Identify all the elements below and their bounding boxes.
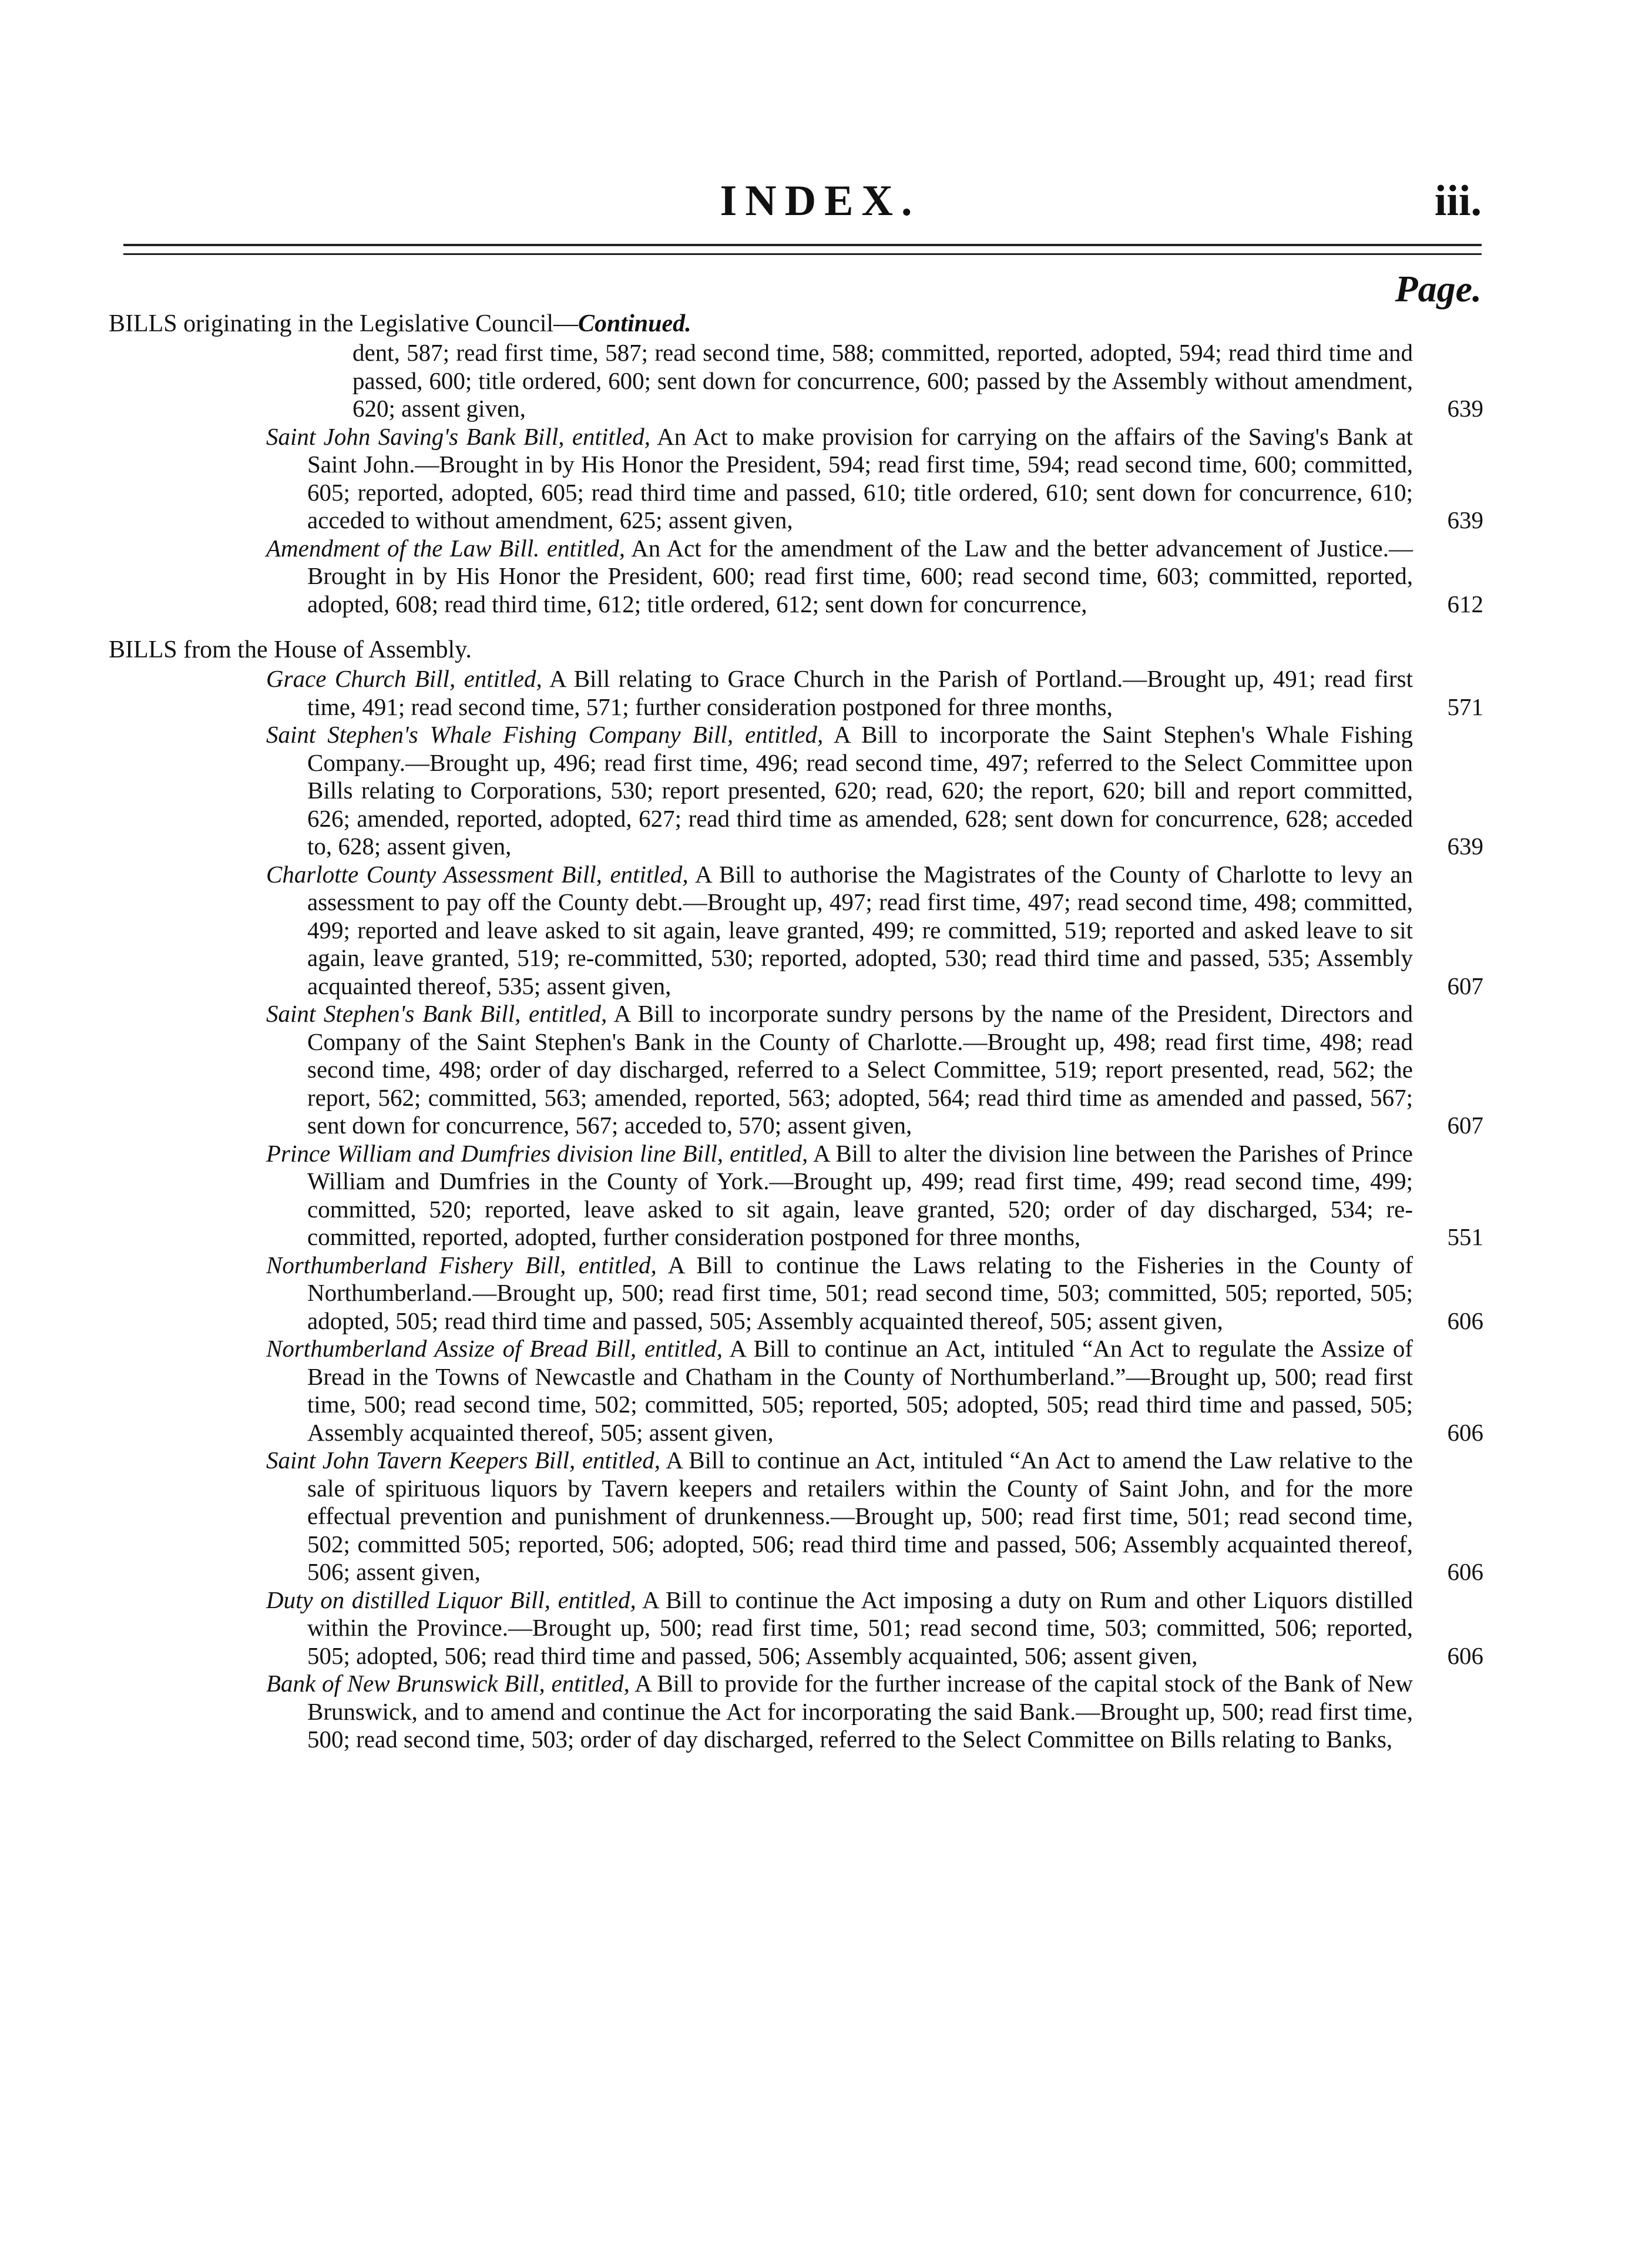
entry-page-ref: 551 xyxy=(1447,1223,1483,1250)
entry-title: Northumberland Fishery Bill, entitled, xyxy=(266,1251,657,1278)
page-header xyxy=(159,176,1482,241)
entry-title: Charlotte County Assessment Bill, entitled, xyxy=(266,860,689,888)
index-entry-continuation xyxy=(352,339,1483,423)
entry-text: A Bill to alter the division line between the Parishes of Prince William and Dumfries in the County of York.—Brought up, 499; read first time, 499; read second time, 499; committed, 520; reported, leave asked to sit again, leave granted, 520; order of day discharged, 534; re-committed, reported, adopted, further consideration postponed for three months, xyxy=(307,1139,1413,1250)
entry-text: A Bill to continue an Act, intituled “An Act to regulate the Assize of Bread in the Towns of Newcastle and Chatham in the County of Northumberland.”—Brought up, 500; read first time, 500; read second time, 502; committed, 505; reported, 505; adopted, 505; read third time and passed, 505; Assembly acquainted thereof, 505; assent given, xyxy=(307,1335,1413,1446)
entry-title: Prince William and Dumfries division line Bill, entitled, xyxy=(266,1139,808,1167)
index-entry xyxy=(266,1586,1483,1670)
entry-page-ref: 606 xyxy=(1447,1307,1483,1334)
entry-text: A Bill to continue an Act, intituled “An Act to amend the Law relative to the sale of spirituous liquors by Tavern keepers and retailers within the County of Saint John, and for the more effectual prevention and punishment of drunkenness.—Brought up, 500; read first time, 501; read second time, 502; committed 505; reported, 506; adopted, 506; read third time and passed, 506; Assembly acquainted thereof, 506; assent given, xyxy=(307,1447,1413,1585)
section-heading xyxy=(109,308,1483,339)
index-entry xyxy=(266,1335,1483,1447)
entry-title: Bank of New Brunswick Bill, entitled, xyxy=(266,1670,630,1697)
entry-title: Saint John Tavern Keepers Bill, entitled, xyxy=(266,1447,661,1474)
entry-page-ref: 607 xyxy=(1447,1112,1483,1139)
entry-page-ref: 612 xyxy=(1447,590,1483,618)
index-entry xyxy=(266,1447,1483,1586)
entry-title: Duty on distilled Liquor Bill, entitled, xyxy=(266,1586,636,1613)
header-rule xyxy=(123,244,1482,246)
entry-text: A Bill to incorporate sundry persons by the name of the President, Directors and Company of the Saint Stephen's Bank in the County of Charlotte.—Brought up, 498; read first time, 498; read second time, 498; order of day discharged, referred to a Select Committee, 519; report presented, read, 562; the report, 562; committed, 563; amended, reported, 563; adopted, 564; read third time as amended and passed, 567; sent down for concurrence, 567; acceded to, 570; assent given, xyxy=(307,1000,1413,1139)
entry-text: A Bill to continue the Act imposing a duty on Rum and other Liquors distilled within the Province.—Brought up, 500; read first time, 501; read second time, 503; committed, 506; reported, 505; adopted, 506; read third time and passed, 506; Assembly acquainted, 506; assent given, xyxy=(307,1586,1413,1669)
index-entry xyxy=(266,1251,1483,1335)
entry-page-ref: 606 xyxy=(1447,1418,1483,1446)
index-entry xyxy=(266,534,1483,619)
section-heading-text: BILLS originating in the Legislative Council— xyxy=(109,310,579,337)
entry-page-ref: 639 xyxy=(1447,506,1483,533)
entry-page-ref: 606 xyxy=(1447,1642,1483,1669)
entry-text: dent, 587; read first time, 587; read second time, 588; committed, reported, adopted, 594; read third time and passed, 600; title ordered, 600; sent down for concurrence, 600; passed by the Assembly without amendment, 620; assent given, xyxy=(352,339,1413,422)
index-entry xyxy=(266,1139,1483,1251)
index-entry xyxy=(266,665,1483,721)
section-heading-text: BILLS from the House of Assembly. xyxy=(109,636,472,663)
entry-page-ref: 571 xyxy=(1447,693,1483,720)
entry-text: A Bill to incorporate the Saint Stephen's Whale Fishing Company.—Brought up, 496; read first time, 496; read second time, 497; referred to the Select Committee upon Bills relating to Corporations, 530; report presented, 620; read, 620; the report, 620; bill and report committed, 626; amended, reported, adopted, 627; read third time as amended, 628; sent down for concurrence, 628; acceded to, 628; assent given, xyxy=(307,721,1413,860)
entry-text: A Bill to provide for the further increase of the capital stock of the Bank of New Brunswick, and to amend and continue the Act for incorporating the said Bank.—Brought up, 500; read first time, 500; read second time, 503; order of day discharged, referred to the Select Committee on Bills relating to Banks, xyxy=(307,1670,1413,1753)
entry-page-ref: 639 xyxy=(1447,833,1483,860)
entry-text: A Bill relating to Grace Church in the Parish of Portland.—Brought up, 491; read first time, 491; read second time, 571; further consideration postponed for three months, xyxy=(307,665,1413,720)
header-rule-secondary xyxy=(123,253,1482,255)
entry-text: An Act for the amendment of the Law and the better advancement of Justice.—Brought in by His Honor the President, 600; read first time, 600; read second time, 603; committed, reported, adopted, 608; read third time, 612; title ordered, 612; sent down for concurrence, xyxy=(307,534,1413,618)
index-entry xyxy=(266,721,1483,861)
entry-title: Grace Church Bill, entitled, xyxy=(266,665,542,692)
entry-title: Amendment of the Law Bill. entitled, xyxy=(266,534,626,562)
section-heading xyxy=(109,635,1483,665)
section-heading-continued: Continued. xyxy=(578,310,691,337)
entry-title: Saint Stephen's Bank Bill, entitled, xyxy=(266,1000,607,1027)
page-title: INDEX. xyxy=(720,177,921,225)
entry-title: Saint John Saving's Bank Bill, entitled, xyxy=(266,422,651,450)
entry-text: A Bill to continue the Laws relating to the Fisheries in the County of Northumberland.—Brought up, 500; read first time, 501; read second time, 503; committed, 505; reported, 505; adopted, 505; read third time and passed, 505; Assembly acquainted thereof, 505; assent given, xyxy=(307,1251,1413,1334)
page-column-label: Page. xyxy=(1395,268,1482,310)
entry-title: Northumberland Assize of Bread Bill, entitled, xyxy=(266,1335,723,1362)
index-entry xyxy=(266,422,1483,535)
entry-title: Saint Stephen's Whale Fishing Company Bill, entitled, xyxy=(266,721,824,748)
index-entry xyxy=(266,1000,1483,1140)
index-entry xyxy=(266,860,1483,1001)
index-entry xyxy=(266,1670,1483,1754)
entry-text: A Bill to authorise the Magistrates of the County of Charlotte to levy an assessment to pay off the County debt.—Brought up, 497; read first time, 497; read second time, 498; committed, 499; reported and leave asked to sit again, leave granted, 499; re committed, 519; reported and asked leave to sit again, leave granted, 519; re-committed, 530; reported, adopted, 530; read third time and passed, 535; Assembly acquainted thereof, 535; assent given, xyxy=(307,860,1413,999)
page-number: iii. xyxy=(1434,177,1482,225)
entry-page-ref: 607 xyxy=(1447,972,1483,999)
entry-page-ref: 639 xyxy=(1447,395,1483,422)
entry-page-ref: 606 xyxy=(1447,1558,1483,1585)
index-content xyxy=(109,303,1483,1754)
entry-text: An Act to make provision for carrying on the affairs of the Saving's Bank at Saint John.—Brought in by His Honor the President, 594; read first time, 594; read second time, 600; committed, 605; reported, adopted, 605; read third time and passed, 610; title ordered, 610; sent down for concurrence, 610; acceded to without amendment, 625; assent given, xyxy=(307,422,1413,533)
